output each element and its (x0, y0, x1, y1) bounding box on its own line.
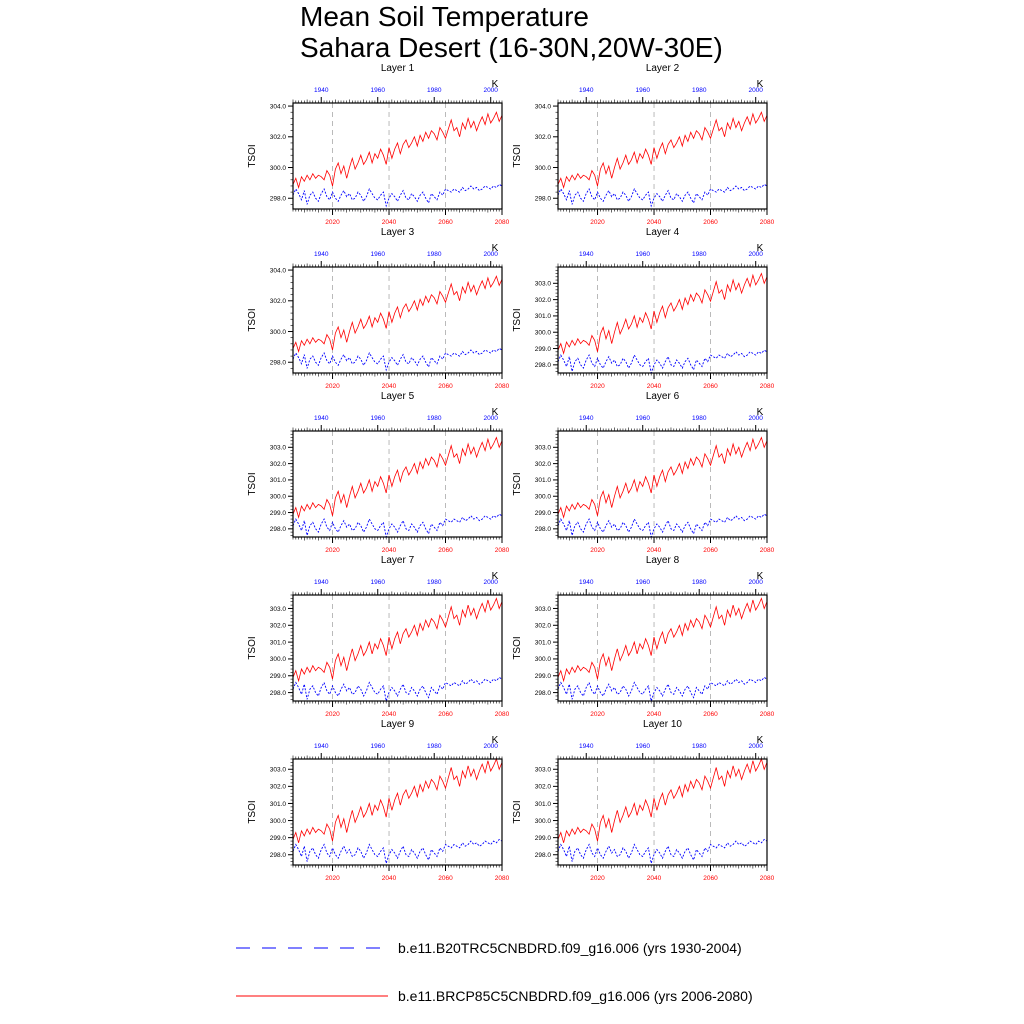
x-tick-label-bottom: 2020 (590, 547, 605, 554)
y-tick-label: 300.0 (269, 328, 286, 336)
y-axis-label: TSOI (247, 308, 258, 332)
y-tick-label: 300.0 (269, 656, 286, 664)
y-tick-label: 300.0 (534, 817, 551, 825)
x-tick-label-bottom: 2020 (325, 711, 340, 718)
y-tick-label: 302.0 (269, 783, 286, 791)
x-tick-label-top: 1940 (314, 415, 329, 422)
x-tick-label-top: 2000 (483, 415, 498, 422)
x-tick-label-top: 1960 (370, 251, 385, 258)
x-tick-label-top: 1960 (635, 251, 650, 258)
units-label: K (756, 571, 764, 582)
x-tick-label-top: 1960 (370, 415, 385, 422)
y-tick-label: 298.0 (534, 689, 551, 697)
panel-title: Layer 3 (380, 227, 415, 238)
x-tick-label-top: 1960 (370, 579, 385, 586)
y-tick-label: 300.0 (269, 817, 286, 825)
y-axis-label: TSOI (512, 308, 523, 332)
legend-label-future: b.e11.BRCP85C5CNBDRD.f09_g16.006 (yrs 2006-2080) (398, 988, 753, 1004)
x-tick-label-bottom: 2040 (646, 383, 662, 390)
y-tick-label: 303.0 (269, 605, 286, 613)
y-tick-label: 303.0 (534, 605, 551, 613)
x-tick-label-bottom: 2020 (590, 219, 605, 226)
x-tick-label-bottom: 2040 (381, 875, 397, 882)
y-tick-label: 302.0 (534, 296, 551, 304)
y-axis-label: TSOI (247, 472, 258, 496)
y-tick-label: 302.0 (534, 134, 551, 142)
x-tick-label-bottom: 2060 (703, 383, 718, 390)
x-tick-label-top: 1940 (314, 251, 329, 258)
units-label: K (756, 407, 764, 418)
x-tick-label-top: 1960 (370, 743, 385, 750)
x-tick-label-top: 1960 (635, 87, 650, 94)
y-tick-label: 298.0 (534, 362, 551, 370)
y-tick-label: 299.0 (269, 509, 286, 517)
x-tick-label-bottom: 2060 (438, 875, 453, 882)
y-tick-label: 301.0 (534, 477, 551, 485)
y-tick-label: 304.0 (269, 267, 286, 275)
y-tick-label: 303.0 (534, 444, 551, 452)
y-axis-label: TSOI (247, 144, 258, 168)
chart-title-line-2: Sahara Desert (16-30N,20W-30E) (300, 32, 723, 63)
x-tick-label-bottom: 2020 (590, 383, 605, 390)
x-tick-label-bottom: 2040 (646, 219, 662, 226)
y-tick-label: 302.0 (269, 460, 286, 468)
x-tick-label-top: 2000 (483, 579, 498, 586)
x-tick-label-top: 2000 (748, 579, 763, 586)
x-tick-label-bottom: 2060 (438, 547, 453, 554)
chart-title-line-1: Mean Soil Temperature (300, 1, 589, 32)
y-tick-label: 298.0 (534, 852, 551, 860)
panel-title: Layer 7 (380, 555, 415, 566)
x-tick-label-top: 1980 (691, 579, 707, 586)
y-tick-label: 299.0 (534, 509, 551, 517)
y-tick-label: 300.0 (534, 164, 551, 172)
x-tick-label-top: 1980 (426, 415, 442, 422)
x-tick-label-top: 1980 (691, 251, 707, 258)
y-tick-label: 302.0 (534, 783, 551, 791)
y-tick-label: 301.0 (534, 313, 551, 321)
y-tick-label: 299.0 (534, 673, 551, 681)
x-tick-label-top: 1980 (426, 87, 442, 94)
y-axis-label: TSOI (512, 472, 523, 496)
x-tick-label-top: 1960 (635, 579, 650, 586)
y-tick-label: 298.0 (269, 852, 286, 860)
x-tick-label-top: 2000 (748, 415, 763, 422)
x-tick-label-bottom: 2040 (646, 711, 662, 718)
units-label: K (491, 79, 499, 90)
panel-title: Layer 9 (380, 719, 415, 730)
x-tick-label-top: 1940 (314, 743, 329, 750)
x-tick-label-bottom: 2080 (494, 219, 510, 226)
x-tick-label-bottom: 2080 (759, 383, 775, 390)
y-tick-label: 300.0 (534, 656, 551, 664)
y-tick-label: 300.0 (534, 329, 551, 337)
units-label: K (756, 79, 764, 90)
y-tick-label: 302.0 (269, 298, 286, 306)
x-tick-label-bottom: 2060 (703, 875, 718, 882)
x-tick-label-top: 1980 (426, 579, 442, 586)
x-tick-label-top: 2000 (483, 743, 498, 750)
x-tick-label-bottom: 2020 (590, 711, 605, 718)
x-tick-label-bottom: 2020 (325, 219, 340, 226)
x-tick-label-top: 1940 (579, 87, 594, 94)
x-tick-label-top: 1980 (426, 251, 442, 258)
y-tick-label: 303.0 (269, 444, 286, 452)
x-tick-label-bottom: 2060 (438, 711, 453, 718)
x-tick-label-bottom: 2080 (759, 875, 775, 882)
y-axis-label: TSOI (512, 636, 523, 660)
y-tick-label: 302.0 (534, 460, 551, 468)
x-tick-label-top: 2000 (483, 251, 498, 258)
x-tick-label-bottom: 2040 (381, 711, 397, 718)
y-tick-label: 304.0 (534, 103, 551, 111)
y-tick-label: 301.0 (269, 477, 286, 485)
y-tick-label: 298.0 (534, 195, 551, 203)
x-tick-label-top: 1940 (314, 579, 329, 586)
units-label: K (491, 243, 499, 254)
y-tick-label: 302.0 (269, 622, 286, 630)
units-label: K (756, 735, 764, 746)
x-tick-label-top: 2000 (748, 743, 763, 750)
x-tick-label-bottom: 2060 (703, 711, 718, 718)
x-tick-label-top: 1980 (691, 743, 707, 750)
y-tick-label: 304.0 (269, 103, 286, 111)
panel-title: Layer 10 (643, 719, 682, 730)
units-label: K (756, 243, 764, 254)
x-tick-label-bottom: 2020 (325, 383, 340, 390)
y-tick-label: 303.0 (534, 280, 551, 288)
x-tick-label-bottom: 2080 (759, 219, 775, 226)
y-axis-label: TSOI (512, 800, 523, 824)
panel-title: Layer 2 (645, 63, 680, 74)
x-tick-label-bottom: 2060 (438, 219, 453, 226)
y-tick-label: 299.0 (534, 345, 551, 353)
x-tick-label-bottom: 2020 (325, 547, 340, 554)
x-tick-label-top: 1980 (691, 415, 707, 422)
x-tick-label-top: 1940 (579, 415, 594, 422)
y-tick-label: 298.0 (534, 526, 551, 534)
x-tick-label-bottom: 2080 (759, 711, 775, 718)
x-tick-label-top: 1940 (579, 579, 594, 586)
units-label: K (491, 571, 499, 582)
y-tick-label: 301.0 (269, 639, 286, 647)
y-tick-label: 299.0 (269, 673, 286, 681)
units-label: K (491, 735, 499, 746)
x-tick-label-top: 1960 (635, 415, 650, 422)
panel-title: Layer 4 (645, 227, 680, 238)
y-tick-label: 300.0 (269, 493, 286, 501)
units-label: K (491, 407, 499, 418)
y-axis-label: TSOI (247, 636, 258, 660)
y-tick-label: 299.0 (534, 834, 551, 842)
y-tick-label: 298.0 (269, 359, 286, 367)
x-tick-label-bottom: 2080 (494, 547, 510, 554)
y-axis-label: TSOI (247, 800, 258, 824)
y-tick-label: 301.0 (534, 800, 551, 808)
x-tick-label-bottom: 2060 (438, 383, 453, 390)
y-tick-label: 302.0 (269, 134, 286, 142)
x-tick-label-bottom: 2040 (381, 547, 397, 554)
x-tick-label-bottom: 2060 (703, 547, 718, 554)
panel-title: Layer 6 (645, 391, 680, 402)
x-tick-label-bottom: 2020 (325, 875, 340, 882)
x-tick-label-bottom: 2040 (381, 219, 397, 226)
x-tick-label-top: 1940 (314, 87, 329, 94)
legend-label-historical: b.e11.B20TRC5CNBDRD.f09_g16.006 (yrs 1930-2004) (398, 940, 742, 956)
y-tick-label: 303.0 (269, 766, 286, 774)
x-tick-label-top: 1980 (691, 87, 707, 94)
x-tick-label-bottom: 2080 (494, 875, 510, 882)
x-tick-label-top: 1960 (635, 743, 650, 750)
y-tick-label: 300.0 (269, 164, 286, 172)
panel-title: Layer 1 (380, 63, 415, 74)
x-tick-label-top: 1980 (426, 743, 442, 750)
y-tick-label: 298.0 (269, 689, 286, 697)
x-tick-label-top: 2000 (748, 87, 763, 94)
y-tick-label: 298.0 (269, 526, 286, 534)
x-tick-label-top: 1940 (579, 743, 594, 750)
y-tick-label: 299.0 (269, 834, 286, 842)
x-tick-label-bottom: 2020 (590, 875, 605, 882)
y-tick-label: 301.0 (534, 639, 551, 647)
x-tick-label-bottom: 2040 (381, 383, 397, 390)
x-tick-label-bottom: 2080 (494, 383, 510, 390)
y-axis-label: TSOI (512, 144, 523, 168)
x-tick-label-top: 1940 (579, 251, 594, 258)
x-tick-label-bottom: 2080 (759, 547, 775, 554)
x-tick-label-bottom: 2080 (494, 711, 510, 718)
y-tick-label: 302.0 (534, 622, 551, 630)
panel-title: Layer 8 (645, 555, 680, 566)
panel-title: Layer 5 (380, 391, 415, 402)
x-tick-label-top: 1960 (370, 87, 385, 94)
x-tick-label-bottom: 2040 (646, 547, 662, 554)
y-tick-label: 300.0 (534, 493, 551, 501)
x-tick-label-top: 2000 (483, 87, 498, 94)
y-tick-label: 303.0 (534, 766, 551, 774)
x-tick-label-bottom: 2040 (646, 875, 662, 882)
x-tick-label-top: 2000 (748, 251, 763, 258)
y-tick-label: 298.0 (269, 195, 286, 203)
y-tick-label: 301.0 (269, 800, 286, 808)
x-tick-label-bottom: 2060 (703, 219, 718, 226)
